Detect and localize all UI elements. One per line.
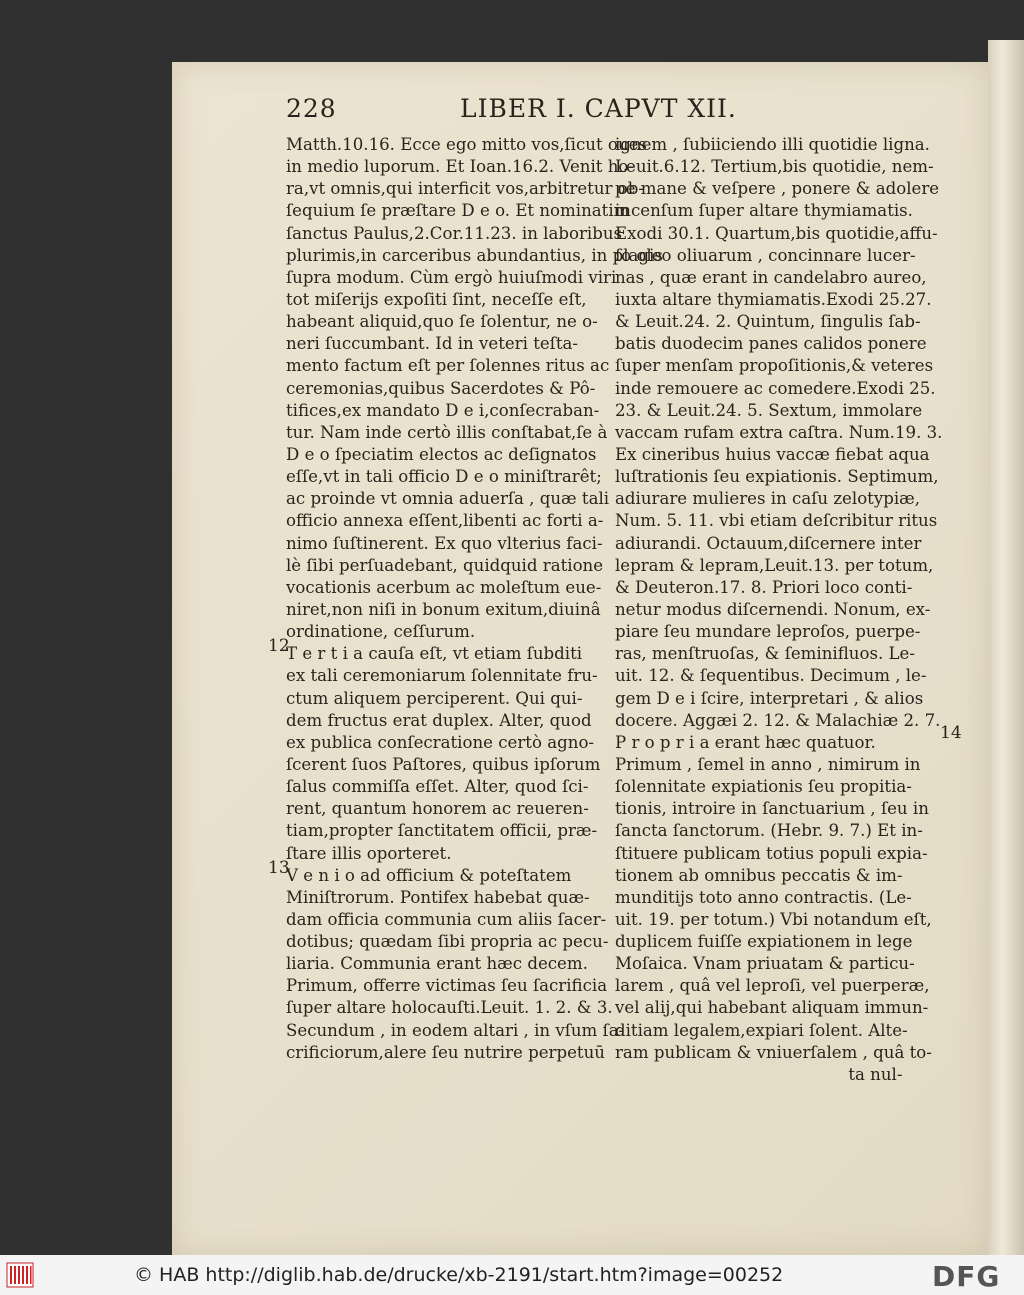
text-line: ra,vt omnis,qui interficit vos,arbitretur ob- [286, 179, 644, 199]
text-line: ditiam legalem,expiari ſolent. Alte- [615, 1020, 908, 1040]
margin-number-13: 13 [268, 858, 290, 878]
text-line: Primum , ſemel in anno , nimirum in [615, 754, 921, 774]
text-line: mento factum eſt per ſolennes ritus ac [286, 356, 610, 376]
text-line: Num. 5. 11. vbi etiam deſcribitur ritus [615, 511, 938, 531]
text-line: ſo oleo oliuarum , concinnare lucer- [615, 245, 916, 265]
right-column [615, 134, 942, 1086]
text-line: Leuit.6.12. Tertium,bis quotidie, nem- [615, 157, 934, 177]
text-line: ſupra modum. Cùm ergò huiuſmodi viri [286, 267, 617, 287]
text-line: lepram & lepram,Leuit.13. per totum, [615, 555, 934, 575]
text-line: ras, menſtruoſas, & ſeminifluos. Le- [615, 644, 915, 664]
text-line: adiurandi. Octauum,diſcernere inter [615, 533, 922, 553]
text-line: Exodi 30.1. Quartum,bis quotidie,affu- [615, 223, 938, 243]
text-line: ſanctus Paulus,2.Cor.11.23. in laboribus [286, 223, 623, 243]
text-line: batis duodecim panes calidos ponere [615, 334, 927, 354]
text-line: inde remouere ac comedere.Exodi 25. [615, 378, 936, 398]
dfg-logo: DFG [932, 1260, 1001, 1293]
text-line: larem , quâ vel leproſi, vel puerperæ, [615, 976, 930, 996]
text-line: Miniſtrorum. Pontifex habebat quæ- [286, 887, 590, 907]
footer-bar [0, 1255, 1024, 1295]
text-line: & Deuteron.17. 8. Priori loco conti- [615, 577, 913, 597]
text-line: Secundum , in eodem altari , in vſum ſa- [286, 1020, 625, 1040]
text-line: adiurare mulieres in caſu zelotypiæ, [615, 489, 921, 509]
text-line: V e n i o ad officium & poteſtatem [286, 865, 572, 885]
text-line: munditijs toto anno contractis. (Le- [615, 887, 912, 907]
text-line: ſuper altare holocauſti.Leuit. 1. 2. & 3. [286, 998, 613, 1018]
text-line: D e o ſpeciatim electos ac deſignatos [286, 444, 597, 464]
text-line: tur. Nam inde certò illis conſtabat,ſe à [286, 422, 608, 442]
text-line: tionem ab omnibus peccatis & im- [615, 865, 903, 885]
text-line: Primum, offerre victimas ſeu ſacrificia [286, 976, 608, 996]
text-line: in medio luporum. Et Ioan.16.2. Venit ho- [286, 157, 634, 177]
text-line: uit. 12. & ſequentibus. Decimum , le- [615, 666, 927, 686]
text-line: lè ſibi perſuadebant, quidquid ratione [286, 555, 604, 575]
text-line: liaria. Communia erant hæc decem. [286, 954, 588, 974]
text-line: ex tali ceremoniarum ſolennitate fru- [286, 666, 598, 686]
text-line: ctum aliquem perciperent. Qui qui- [286, 688, 583, 708]
text-line: ordinatione, ceſſurum. [286, 622, 476, 642]
text-line: vel alij,qui habebant aliquam immun- [615, 998, 929, 1018]
text-line: Matth.10.16. Ecce ego mitto vos,ſicut oues [286, 135, 647, 154]
text-line: neri ſuccumbant. Id in veteri teſta- [286, 334, 578, 354]
text-line: luſtrationis ſeu expiationis. Septimum, [615, 467, 939, 487]
text-line: gem D e i ſcire, interpretari , & alios [615, 688, 924, 708]
hab-logo-icon [6, 1262, 34, 1288]
text-line: ſequium ſe præſtare D e o. Et nominatim [286, 201, 630, 221]
text-line: Ex cineribus huius vaccæ fiebat aqua [615, 444, 930, 464]
text-line: P r o p r i a erant hæc quatuor. [615, 732, 876, 752]
text-line: ſolennitate expiationis ſeu propitia- [615, 777, 912, 797]
text-line: netur modus diſcernendi. Nonum, ex- [615, 599, 931, 619]
text-line: piare ſeu mundare leproſos, puerpe- [615, 622, 921, 642]
text-line: ex publica conſecratione certò agno- [286, 732, 595, 752]
text-line: & Leuit.24. 2. Quintum, ſingulis ſab- [615, 312, 921, 332]
text-line: Moſaica. Vnam priuatam & particu- [615, 954, 915, 974]
book-page [172, 62, 988, 1255]
text-line: uit. 19. per totum.) Vbi notandum eſt, [615, 909, 932, 929]
text-line: tifices,ex mandato D e i,conſecraban- [286, 400, 600, 420]
text-line: dem fructus erat duplex. Alter, quod [286, 710, 592, 730]
text-line: dam officia communia cum aliis ſacer- [286, 909, 607, 929]
page-number: 228 [286, 94, 337, 123]
text-line: ceremonias,quibus Sacerdotes & Pô- [286, 378, 596, 398]
text-line: vocationis acerbum ac moleſtum eue- [286, 577, 602, 597]
margin-number-14: 14 [940, 723, 962, 743]
text-line: iuxta altare thymiamatis.Exodi 25.27. [615, 289, 932, 309]
text-line: ſcerent ſuos Paſtores, quibus ipſorum [286, 754, 601, 774]
text-line: ac proinde vt omnia aduerſa , quæ tali [286, 489, 610, 509]
text-line: niret,non niſi in bonum exitum,diuinâ [286, 599, 601, 619]
copyright-url[interactable]: © HAB http://diglib.hab.de/drucke/xb-2191/start.htm?image=00252 [134, 1264, 784, 1286]
text-line: pe mane & veſpere , ponere & adolere [615, 179, 940, 199]
text-line: nas , quæ erant in candelabro aureo, [615, 267, 927, 287]
text-line: incenſum ſuper altare thymiamatis. [615, 201, 913, 221]
running-title: LIBER I. CAPVT XII. [460, 94, 737, 123]
text-line: ram publicam & vniuerſalem , quâ to- [615, 1042, 932, 1062]
text-line: eſſe,vt in tali officio D e o miniſtrarêt; [286, 467, 602, 487]
text-line: T e r t i a cauſa eſt, vt etiam ſubditi [286, 644, 583, 664]
next-page-edge [988, 40, 1024, 1255]
text-line: tot miſerijs expoſiti ſint, neceſſe eſt, [286, 289, 587, 309]
text-line: ignem , ſubiiciendo illi quotidie ligna. [615, 135, 930, 154]
margin-number-12: 12 [268, 636, 290, 656]
text-line: ſtituere publicam totius populi expia- [615, 843, 928, 863]
text-line: habeant aliquid,quo ſe ſolentur, ne o- [286, 312, 598, 332]
left-column [286, 134, 663, 1064]
text-line: 23. & Leuit.24. 5. Sextum, immolare [615, 400, 923, 420]
text-line: crificiorum,alere ſeu nutrire perpetuū [286, 1042, 605, 1062]
text-line: plurimis,in carceribus abundantius, in plagis [286, 245, 663, 265]
text-line: docere. Aggæi 2. 12. & Malachiæ 2. 7. [615, 710, 941, 730]
text-line: officio annexa eſſent,libenti ac forti a- [286, 511, 604, 531]
text-line: ſuper menſam propoſitionis,& veteres [615, 356, 934, 376]
text-line: nimo ſuſtinerent. Ex quo vlterius faci- [286, 533, 603, 553]
text-line: tionis, introire in ſanctuarium , ſeu in [615, 799, 929, 819]
text-line: tiam,propter ſanctitatem officii, præ- [286, 821, 598, 841]
text-line: ſancta ſanctorum. (Hebr. 9. 7.) Et in- [615, 821, 923, 841]
text-line: rent, quantum honorem ac reueren- [286, 799, 589, 819]
text-line: dotibus; quædam ſibi propria ac pecu- [286, 932, 609, 952]
text-line: ſalus commiſſa eſſet. Alter, quod ſci- [286, 777, 589, 797]
text-line: vaccam rufam extra caſtra. Num.19. 3. [615, 422, 943, 442]
text-line: duplicem fuiſſe expiationem in lege [615, 932, 913, 952]
text-line: ſtare illis oporteret. [286, 843, 452, 863]
catchword: ta nul- [848, 1064, 903, 1084]
